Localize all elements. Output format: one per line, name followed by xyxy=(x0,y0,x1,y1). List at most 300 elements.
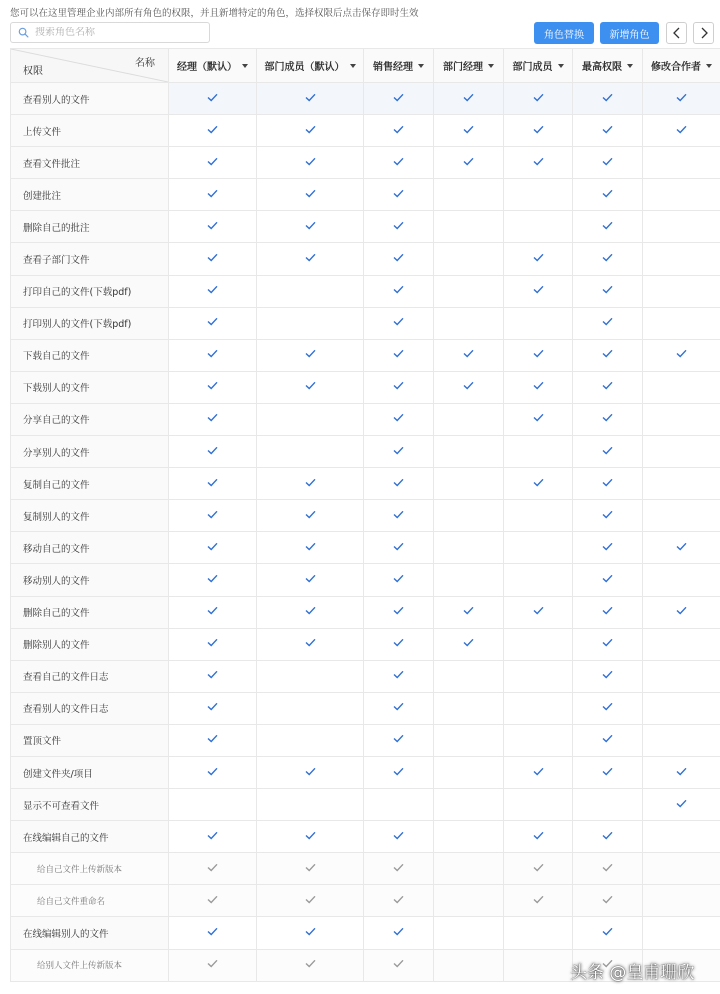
check-icon xyxy=(207,446,218,455)
permission-cell[interactable] xyxy=(643,468,720,500)
permission-cell[interactable] xyxy=(643,371,720,403)
permission-cell[interactable] xyxy=(169,275,257,307)
permission-cell[interactable] xyxy=(257,917,364,949)
permission-cell[interactable] xyxy=(434,596,504,628)
check-icon xyxy=(533,863,544,872)
permission-cell[interactable] xyxy=(257,885,364,917)
permission-cell[interactable] xyxy=(169,660,257,692)
check-icon xyxy=(602,221,613,230)
permission-cell[interactable] xyxy=(643,692,720,724)
check-icon xyxy=(207,253,218,262)
next-page-button[interactable] xyxy=(693,22,714,44)
permission-cell[interactable] xyxy=(504,628,573,660)
permission-cell[interactable] xyxy=(257,211,364,243)
permission-cell[interactable] xyxy=(573,821,643,853)
permission-cell[interactable] xyxy=(257,660,364,692)
permission-cell[interactable] xyxy=(364,917,434,949)
permission-cell[interactable] xyxy=(434,211,504,243)
permission-cell[interactable] xyxy=(364,371,434,403)
permission-cell[interactable] xyxy=(434,949,504,981)
permission-cell[interactable] xyxy=(643,243,720,275)
permission-cell[interactable] xyxy=(643,436,720,468)
permission-cell[interactable] xyxy=(643,500,720,532)
permission-cell[interactable] xyxy=(364,692,434,724)
permission-cell[interactable] xyxy=(364,853,434,885)
permission-cell[interactable] xyxy=(169,211,257,243)
permission-cell[interactable] xyxy=(257,371,364,403)
check-icon xyxy=(533,831,544,840)
permission-label: 查看子部门文件 xyxy=(11,243,169,275)
permission-cell[interactable] xyxy=(364,949,434,981)
permission-cell[interactable] xyxy=(257,275,364,307)
permission-cell[interactable] xyxy=(364,339,434,371)
permission-cell[interactable] xyxy=(504,564,573,596)
permission-cell[interactable] xyxy=(257,339,364,371)
permission-cell[interactable] xyxy=(364,724,434,756)
check-icon xyxy=(533,349,544,358)
check-icon xyxy=(533,606,544,615)
permission-cell[interactable] xyxy=(169,949,257,981)
role-header-1[interactable] xyxy=(257,49,364,83)
role-name: 部门成员 xyxy=(512,62,553,73)
permission-cell[interactable] xyxy=(434,532,504,564)
permission-cell[interactable] xyxy=(504,115,573,147)
check-icon xyxy=(533,381,544,390)
permission-cell[interactable] xyxy=(573,436,643,468)
permission-cell[interactable] xyxy=(573,179,643,211)
permission-cell[interactable] xyxy=(257,115,364,147)
check-icon xyxy=(207,734,218,743)
permission-cell[interactable] xyxy=(504,853,573,885)
permission-cell[interactable] xyxy=(169,403,257,435)
permission-cell[interactable] xyxy=(257,692,364,724)
check-icon xyxy=(393,478,404,487)
permission-cell[interactable] xyxy=(169,724,257,756)
permission-cell[interactable] xyxy=(504,724,573,756)
role-search[interactable] xyxy=(10,22,210,43)
permission-cell[interactable] xyxy=(504,275,573,307)
permission-table xyxy=(10,48,720,982)
header-corner xyxy=(11,49,169,83)
role-header-inner xyxy=(643,58,720,73)
permission-cell[interactable] xyxy=(169,628,257,660)
permission-cell[interactable] xyxy=(169,468,257,500)
permission-label: 上传文件 xyxy=(11,115,169,147)
permission-cell[interactable] xyxy=(643,307,720,339)
check-icon xyxy=(463,606,474,615)
permission-cell[interactable] xyxy=(364,179,434,211)
permission-cell[interactable] xyxy=(504,789,573,821)
permission-cell[interactable] xyxy=(504,179,573,211)
permission-cell[interactable] xyxy=(364,115,434,147)
permission-cell[interactable] xyxy=(434,468,504,500)
role-header-5[interactable] xyxy=(573,49,643,83)
table-row xyxy=(11,692,720,724)
permission-cell[interactable] xyxy=(364,628,434,660)
permission-cell[interactable] xyxy=(643,83,720,115)
permission-cell[interactable] xyxy=(364,307,434,339)
check-icon xyxy=(207,702,218,711)
permission-cell[interactable] xyxy=(364,468,434,500)
permission-cell[interactable] xyxy=(504,660,573,692)
permission-cell[interactable] xyxy=(169,500,257,532)
check-icon xyxy=(393,317,404,326)
permission-cell[interactable] xyxy=(434,371,504,403)
table-row xyxy=(11,83,720,115)
permission-cell[interactable] xyxy=(434,500,504,532)
permission-cell[interactable] xyxy=(364,756,434,788)
permission-label: 创建批注 xyxy=(11,179,169,211)
permission-cell[interactable] xyxy=(504,596,573,628)
check-icon xyxy=(305,863,316,872)
permission-cell[interactable] xyxy=(643,789,720,821)
permission-cell[interactable] xyxy=(364,596,434,628)
check-icon xyxy=(676,125,687,134)
table-row xyxy=(11,532,720,564)
permission-cell[interactable] xyxy=(573,468,643,500)
permission-cell[interactable] xyxy=(504,500,573,532)
table-row xyxy=(11,115,720,147)
permission-cell[interactable] xyxy=(643,596,720,628)
permission-cell[interactable] xyxy=(434,564,504,596)
check-icon xyxy=(602,702,613,711)
permission-cell[interactable] xyxy=(169,821,257,853)
permission-cell[interactable] xyxy=(257,436,364,468)
check-icon xyxy=(676,767,687,776)
check-icon xyxy=(463,381,474,390)
permission-cell[interactable] xyxy=(434,339,504,371)
table-row xyxy=(11,307,720,339)
permission-cell[interactable] xyxy=(434,660,504,692)
role-header-0[interactable] xyxy=(169,49,257,83)
check-icon xyxy=(393,606,404,615)
permission-cell[interactable] xyxy=(643,724,720,756)
role-header-3[interactable] xyxy=(434,49,504,83)
permission-cell[interactable] xyxy=(169,756,257,788)
check-icon xyxy=(393,446,404,455)
check-icon xyxy=(393,574,404,583)
search-input[interactable] xyxy=(35,27,195,38)
permission-cell[interactable] xyxy=(434,275,504,307)
check-icon xyxy=(305,542,316,551)
check-icon xyxy=(602,638,613,647)
permission-cell[interactable] xyxy=(257,500,364,532)
permission-cell[interactable] xyxy=(434,83,504,115)
permission-cell[interactable] xyxy=(364,885,434,917)
permission-cell[interactable] xyxy=(573,371,643,403)
permission-cell[interactable] xyxy=(504,949,573,981)
permission-cell[interactable] xyxy=(643,403,720,435)
permission-cell[interactable] xyxy=(257,468,364,500)
permission-cell[interactable] xyxy=(364,403,434,435)
check-icon xyxy=(463,93,474,102)
permission-cell[interactable] xyxy=(504,468,573,500)
permission-cell[interactable] xyxy=(169,115,257,147)
permission-cell[interactable] xyxy=(169,692,257,724)
check-icon xyxy=(207,927,218,936)
permission-cell[interactable] xyxy=(364,147,434,179)
permission-cell[interactable] xyxy=(573,500,643,532)
permission-cell[interactable] xyxy=(643,885,720,917)
permission-label: 下载别人的文件 xyxy=(11,371,169,403)
check-icon xyxy=(602,317,613,326)
permission-table-body xyxy=(11,83,720,982)
permission-cell[interactable] xyxy=(504,371,573,403)
permission-cell[interactable] xyxy=(573,211,643,243)
permission-cell[interactable] xyxy=(434,115,504,147)
check-icon xyxy=(207,189,218,198)
permission-cell[interactable] xyxy=(573,853,643,885)
check-icon xyxy=(676,349,687,358)
permission-cell[interactable] xyxy=(643,532,720,564)
table-row xyxy=(11,339,720,371)
permission-cell[interactable] xyxy=(257,532,364,564)
permission-cell[interactable] xyxy=(504,917,573,949)
permission-cell[interactable] xyxy=(257,179,364,211)
permission-cell[interactable] xyxy=(504,83,573,115)
permission-cell[interactable] xyxy=(169,83,257,115)
permission-cell[interactable] xyxy=(504,692,573,724)
permission-cell[interactable] xyxy=(573,660,643,692)
permission-cell[interactable] xyxy=(643,660,720,692)
permission-cell[interactable] xyxy=(364,83,434,115)
permission-cell[interactable] xyxy=(643,756,720,788)
search-icon xyxy=(18,27,29,38)
permission-cell[interactable] xyxy=(434,756,504,788)
permission-cell[interactable] xyxy=(643,339,720,371)
permission-cell[interactable] xyxy=(643,115,720,147)
permission-label: 删除自己的批注 xyxy=(11,211,169,243)
permission-cell[interactable] xyxy=(504,532,573,564)
permission-cell[interactable] xyxy=(257,564,364,596)
permission-cell[interactable] xyxy=(434,692,504,724)
permission-cell[interactable] xyxy=(169,789,257,821)
permission-cell[interactable] xyxy=(364,564,434,596)
permission-cell[interactable] xyxy=(434,628,504,660)
chevron-left-icon xyxy=(672,27,682,39)
check-icon xyxy=(305,381,316,390)
check-icon xyxy=(305,253,316,262)
permission-cell[interactable] xyxy=(169,853,257,885)
permission-label: 复制自己的文件 xyxy=(11,468,169,500)
permission-cell[interactable] xyxy=(257,307,364,339)
check-icon xyxy=(207,413,218,422)
permission-cell[interactable] xyxy=(643,275,720,307)
check-icon xyxy=(305,510,316,519)
table-row xyxy=(11,756,720,788)
permission-cell[interactable] xyxy=(504,885,573,917)
check-icon xyxy=(393,285,404,294)
permission-cell[interactable] xyxy=(573,564,643,596)
permission-label: 删除别人的文件 xyxy=(11,628,169,660)
permission-cell[interactable] xyxy=(573,756,643,788)
check-icon xyxy=(602,606,613,615)
permission-cell[interactable] xyxy=(257,243,364,275)
permission-cell[interactable] xyxy=(573,789,643,821)
check-icon xyxy=(207,125,218,134)
permission-cell[interactable] xyxy=(364,789,434,821)
permission-label: 删除自己的文件 xyxy=(11,596,169,628)
permission-cell[interactable] xyxy=(504,756,573,788)
permission-cell[interactable] xyxy=(643,917,720,949)
permission-cell[interactable] xyxy=(434,307,504,339)
check-icon xyxy=(533,767,544,776)
permission-cell[interactable] xyxy=(257,949,364,981)
permission-cell[interactable] xyxy=(434,789,504,821)
permission-cell[interactable] xyxy=(169,147,257,179)
permission-cell[interactable] xyxy=(573,532,643,564)
permission-cell[interactable] xyxy=(364,211,434,243)
table-row xyxy=(11,275,720,307)
permission-cell[interactable] xyxy=(169,307,257,339)
permission-label: 查看别人的文件日志 xyxy=(11,692,169,724)
check-icon xyxy=(393,413,404,422)
corner-name-label: 名称 xyxy=(135,58,155,69)
check-icon xyxy=(602,446,613,455)
role-header-inner xyxy=(573,58,642,73)
permission-cell[interactable] xyxy=(169,179,257,211)
permission-cell[interactable] xyxy=(434,821,504,853)
permission-cell[interactable] xyxy=(504,821,573,853)
permission-cell[interactable] xyxy=(643,211,720,243)
prev-page-button[interactable] xyxy=(666,22,687,44)
permission-cell[interactable] xyxy=(643,853,720,885)
permission-cell[interactable] xyxy=(257,83,364,115)
permission-cell[interactable] xyxy=(434,403,504,435)
check-icon xyxy=(305,831,316,840)
permission-cell[interactable] xyxy=(434,243,504,275)
corner-permission-label: 权限 xyxy=(23,66,43,77)
permission-cell[interactable] xyxy=(643,147,720,179)
permission-cell[interactable] xyxy=(169,885,257,917)
permission-cell[interactable] xyxy=(169,371,257,403)
permission-cell[interactable] xyxy=(504,307,573,339)
table-row xyxy=(11,371,720,403)
replace-role-button[interactable]: 角色替换 xyxy=(534,22,594,44)
permission-cell[interactable] xyxy=(434,853,504,885)
permission-cell[interactable] xyxy=(504,339,573,371)
permission-cell[interactable] xyxy=(257,724,364,756)
check-icon xyxy=(463,125,474,134)
permission-label: 查看自己的文件日志 xyxy=(11,660,169,692)
permission-cell[interactable] xyxy=(169,436,257,468)
permission-cell[interactable] xyxy=(504,147,573,179)
caret-down-icon xyxy=(627,64,633,68)
permission-cell[interactable] xyxy=(169,339,257,371)
permission-cell[interactable] xyxy=(573,307,643,339)
permission-cell[interactable] xyxy=(364,500,434,532)
permission-cell[interactable] xyxy=(573,275,643,307)
permission-cell[interactable] xyxy=(643,821,720,853)
check-icon xyxy=(463,349,474,358)
permission-cell[interactable] xyxy=(573,596,643,628)
permission-cell[interactable] xyxy=(257,596,364,628)
permission-cell[interactable] xyxy=(573,628,643,660)
permission-cell[interactable] xyxy=(643,564,720,596)
check-icon xyxy=(207,221,218,230)
permission-cell[interactable] xyxy=(364,436,434,468)
permission-cell[interactable] xyxy=(573,917,643,949)
permission-cell[interactable] xyxy=(434,885,504,917)
check-icon xyxy=(207,638,218,647)
permission-cell[interactable] xyxy=(257,147,364,179)
permission-cell[interactable] xyxy=(573,724,643,756)
permission-cell[interactable] xyxy=(643,179,720,211)
check-icon xyxy=(533,253,544,262)
permission-cell[interactable] xyxy=(573,339,643,371)
role-header-2[interactable] xyxy=(364,49,434,83)
check-icon xyxy=(207,157,218,166)
permission-cell[interactable] xyxy=(169,564,257,596)
permission-cell[interactable] xyxy=(257,756,364,788)
check-icon xyxy=(393,767,404,776)
role-header-6[interactable] xyxy=(643,49,720,83)
permission-cell[interactable] xyxy=(257,853,364,885)
permission-cell[interactable] xyxy=(643,628,720,660)
role-header-inner xyxy=(364,58,433,73)
role-name: 经理（默认） xyxy=(177,62,237,73)
permission-cell[interactable] xyxy=(169,243,257,275)
permission-cell[interactable] xyxy=(169,917,257,949)
permission-cell[interactable] xyxy=(257,789,364,821)
permission-cell[interactable] xyxy=(573,83,643,115)
check-icon xyxy=(602,157,613,166)
permission-cell[interactable] xyxy=(573,403,643,435)
permission-cell[interactable] xyxy=(504,403,573,435)
permission-cell[interactable] xyxy=(364,243,434,275)
permission-label: 给自己文件上传新版本 xyxy=(11,853,169,885)
check-icon xyxy=(463,157,474,166)
permission-cell[interactable] xyxy=(434,917,504,949)
permission-cell[interactable] xyxy=(504,243,573,275)
caret-down-icon xyxy=(418,64,424,68)
check-icon xyxy=(393,221,404,230)
watermark: 头条 @皇甫珊欣 xyxy=(570,963,695,983)
add-role-button[interactable]: 新增角色 xyxy=(600,22,659,44)
check-icon xyxy=(207,542,218,551)
permission-cell[interactable] xyxy=(257,403,364,435)
permission-cell[interactable] xyxy=(257,821,364,853)
permission-cell[interactable] xyxy=(573,115,643,147)
permission-cell[interactable] xyxy=(504,211,573,243)
permission-cell[interactable] xyxy=(364,532,434,564)
check-icon xyxy=(305,157,316,166)
table-row xyxy=(11,660,720,692)
permission-label: 分享自己的文件 xyxy=(11,403,169,435)
permission-cell[interactable] xyxy=(434,724,504,756)
check-icon xyxy=(305,221,316,230)
permission-cell[interactable] xyxy=(434,147,504,179)
permission-cell[interactable] xyxy=(434,436,504,468)
permission-cell[interactable] xyxy=(257,628,364,660)
check-icon xyxy=(207,895,218,904)
permission-cell[interactable] xyxy=(364,821,434,853)
permission-cell[interactable] xyxy=(169,596,257,628)
permission-cell[interactable] xyxy=(573,147,643,179)
permission-cell[interactable] xyxy=(169,532,257,564)
permission-cell[interactable] xyxy=(573,243,643,275)
permission-cell[interactable] xyxy=(573,885,643,917)
check-icon xyxy=(393,863,404,872)
permission-cell[interactable] xyxy=(573,692,643,724)
caret-down-icon xyxy=(350,64,356,68)
role-header-4[interactable] xyxy=(504,49,573,83)
check-icon xyxy=(305,189,316,198)
permission-cell[interactable] xyxy=(364,660,434,692)
permission-cell[interactable] xyxy=(364,275,434,307)
permission-cell[interactable] xyxy=(434,179,504,211)
permission-cell[interactable] xyxy=(504,436,573,468)
